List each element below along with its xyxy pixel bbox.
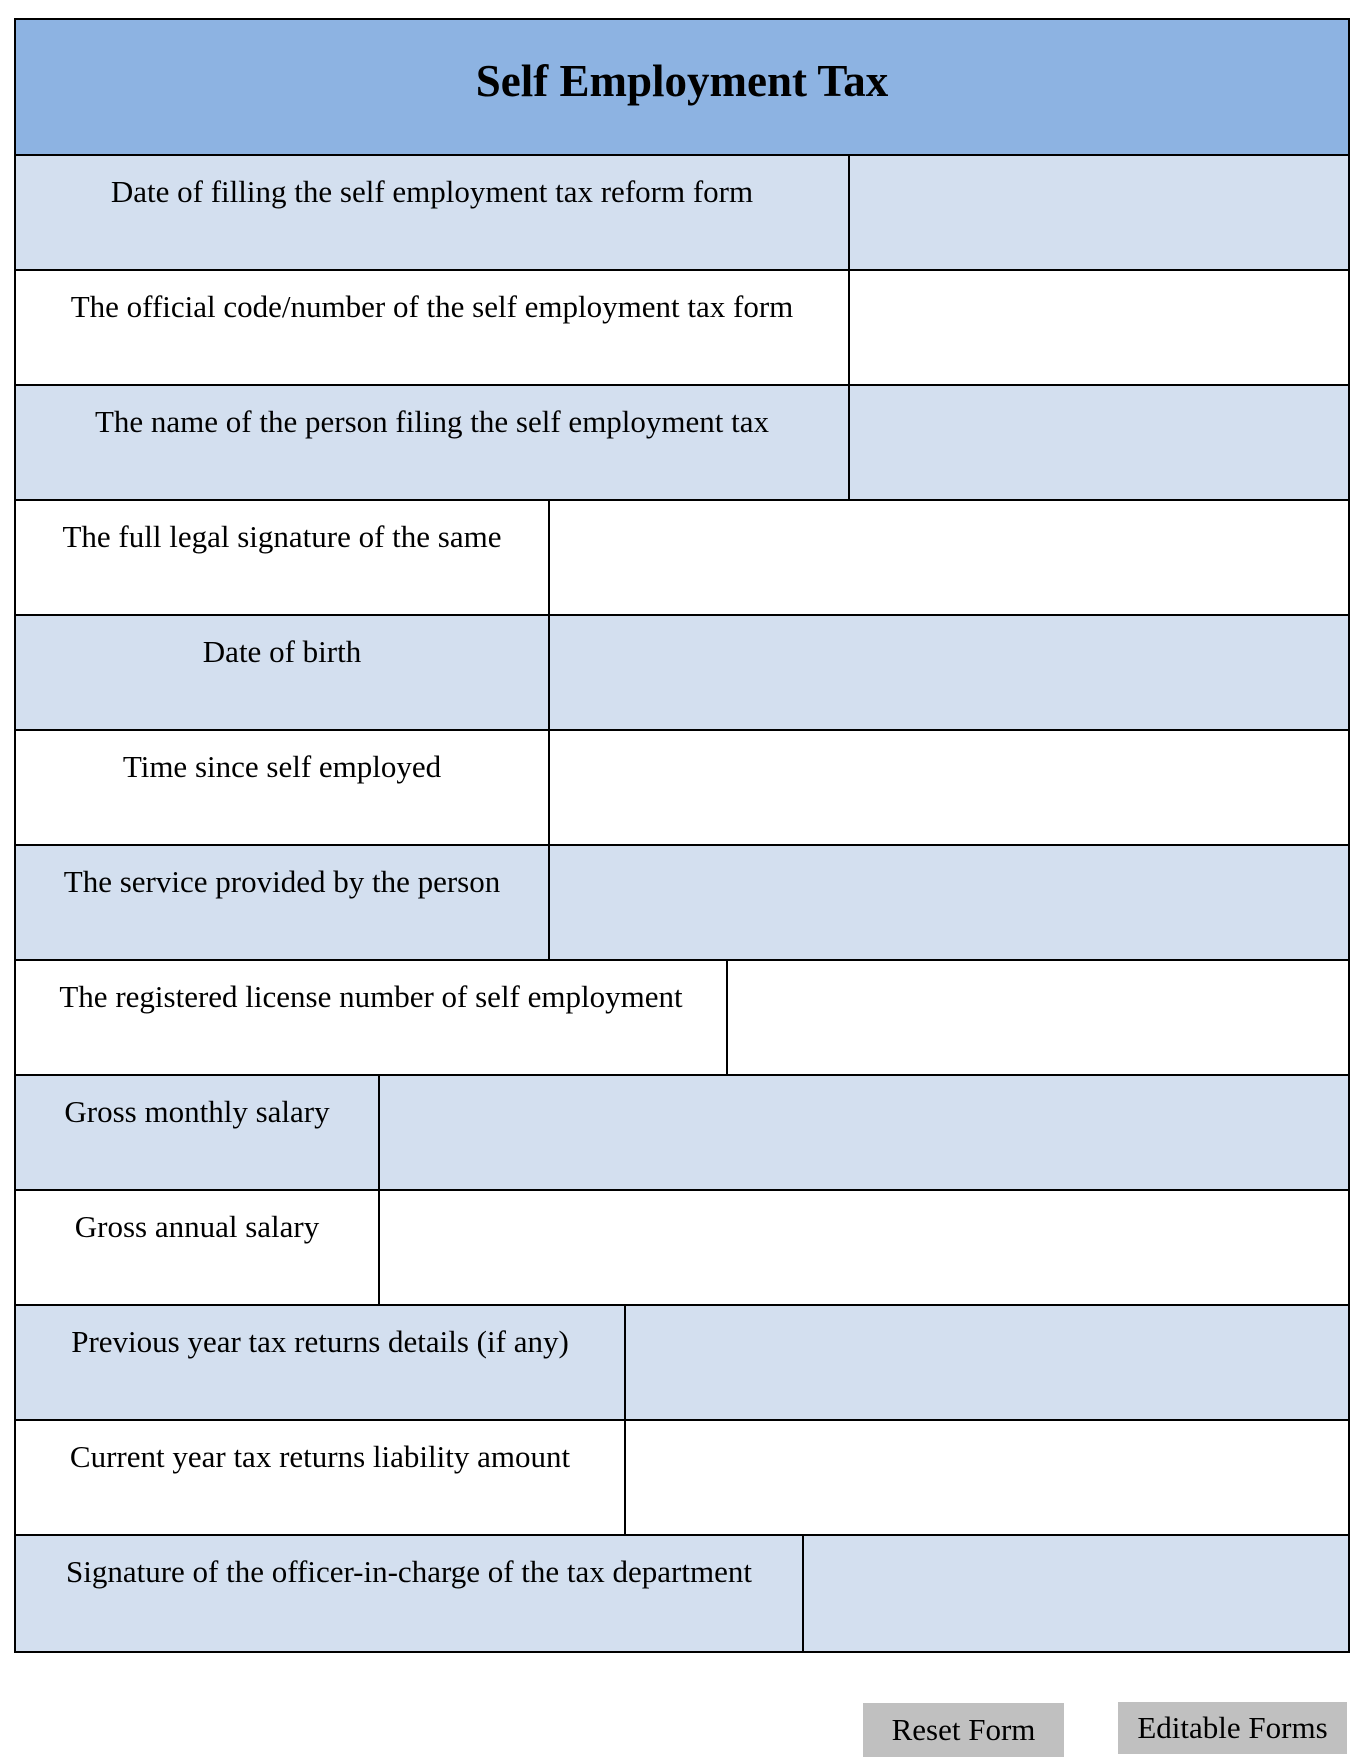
- row-label: The official code/number of the self employment tax form: [16, 271, 850, 384]
- form-header: [16, 20, 1348, 156]
- form-row-date-of-birth: [16, 616, 1348, 731]
- form-row-service-provided: [16, 846, 1348, 961]
- form-row-gross-monthly-salary: [16, 1076, 1348, 1191]
- current-year-liability-field[interactable]: [626, 1421, 1348, 1534]
- row-label: Gross annual salary: [16, 1191, 380, 1304]
- form-row-person-name: [16, 386, 1348, 501]
- time-self-employed-field[interactable]: [550, 731, 1348, 844]
- form-row-legal-signature: [16, 501, 1348, 616]
- form-row-previous-year-returns: [16, 1306, 1348, 1421]
- license-number-field[interactable]: [728, 961, 1348, 1074]
- previous-year-returns-field[interactable]: [626, 1306, 1348, 1419]
- row-label: Date of filling the self employment tax reform form: [16, 156, 850, 269]
- officer-signature-field[interactable]: [804, 1536, 1348, 1651]
- form-row-filing-date: [16, 156, 1348, 271]
- date-of-birth-field[interactable]: [550, 616, 1348, 729]
- form-row-form-code: [16, 271, 1348, 386]
- row-label: Gross monthly salary: [16, 1076, 380, 1189]
- row-label: The service provided by the person: [16, 846, 550, 959]
- row-label: Current year tax returns liability amount: [16, 1421, 626, 1534]
- form-row-license-number: [16, 961, 1348, 1076]
- row-label: The full legal signature of the same: [16, 501, 550, 614]
- form-row-gross-annual-salary: [16, 1191, 1348, 1306]
- form-row-time-self-employed: [16, 731, 1348, 846]
- row-label: Time since self employed: [16, 731, 550, 844]
- form-row-officer-signature: [16, 1536, 1348, 1651]
- row-label: The registered license number of self employment: [16, 961, 728, 1074]
- row-label: Date of birth: [16, 616, 550, 729]
- row-label: Previous year tax returns details (if any): [16, 1306, 626, 1419]
- legal-signature-field[interactable]: [550, 501, 1348, 614]
- form-title: Self Employment Tax: [475, 56, 889, 106]
- row-label: Signature of the officer-in-charge of the tax department: [16, 1536, 804, 1651]
- form-row-current-year-liability: [16, 1421, 1348, 1536]
- service-provided-field[interactable]: [550, 846, 1348, 959]
- gross-monthly-salary-field[interactable]: [380, 1076, 1348, 1189]
- reset-form-button[interactable]: Reset Form: [863, 1703, 1064, 1757]
- person-name-field[interactable]: [850, 386, 1348, 499]
- form-code-field[interactable]: [850, 271, 1348, 384]
- row-label: The name of the person filing the self employment tax: [16, 386, 850, 499]
- editable-forms-button[interactable]: Editable Forms: [1118, 1702, 1347, 1754]
- filing-date-field[interactable]: [850, 156, 1348, 269]
- gross-annual-salary-field[interactable]: [380, 1191, 1348, 1304]
- self-employment-tax-form: [14, 18, 1350, 1653]
